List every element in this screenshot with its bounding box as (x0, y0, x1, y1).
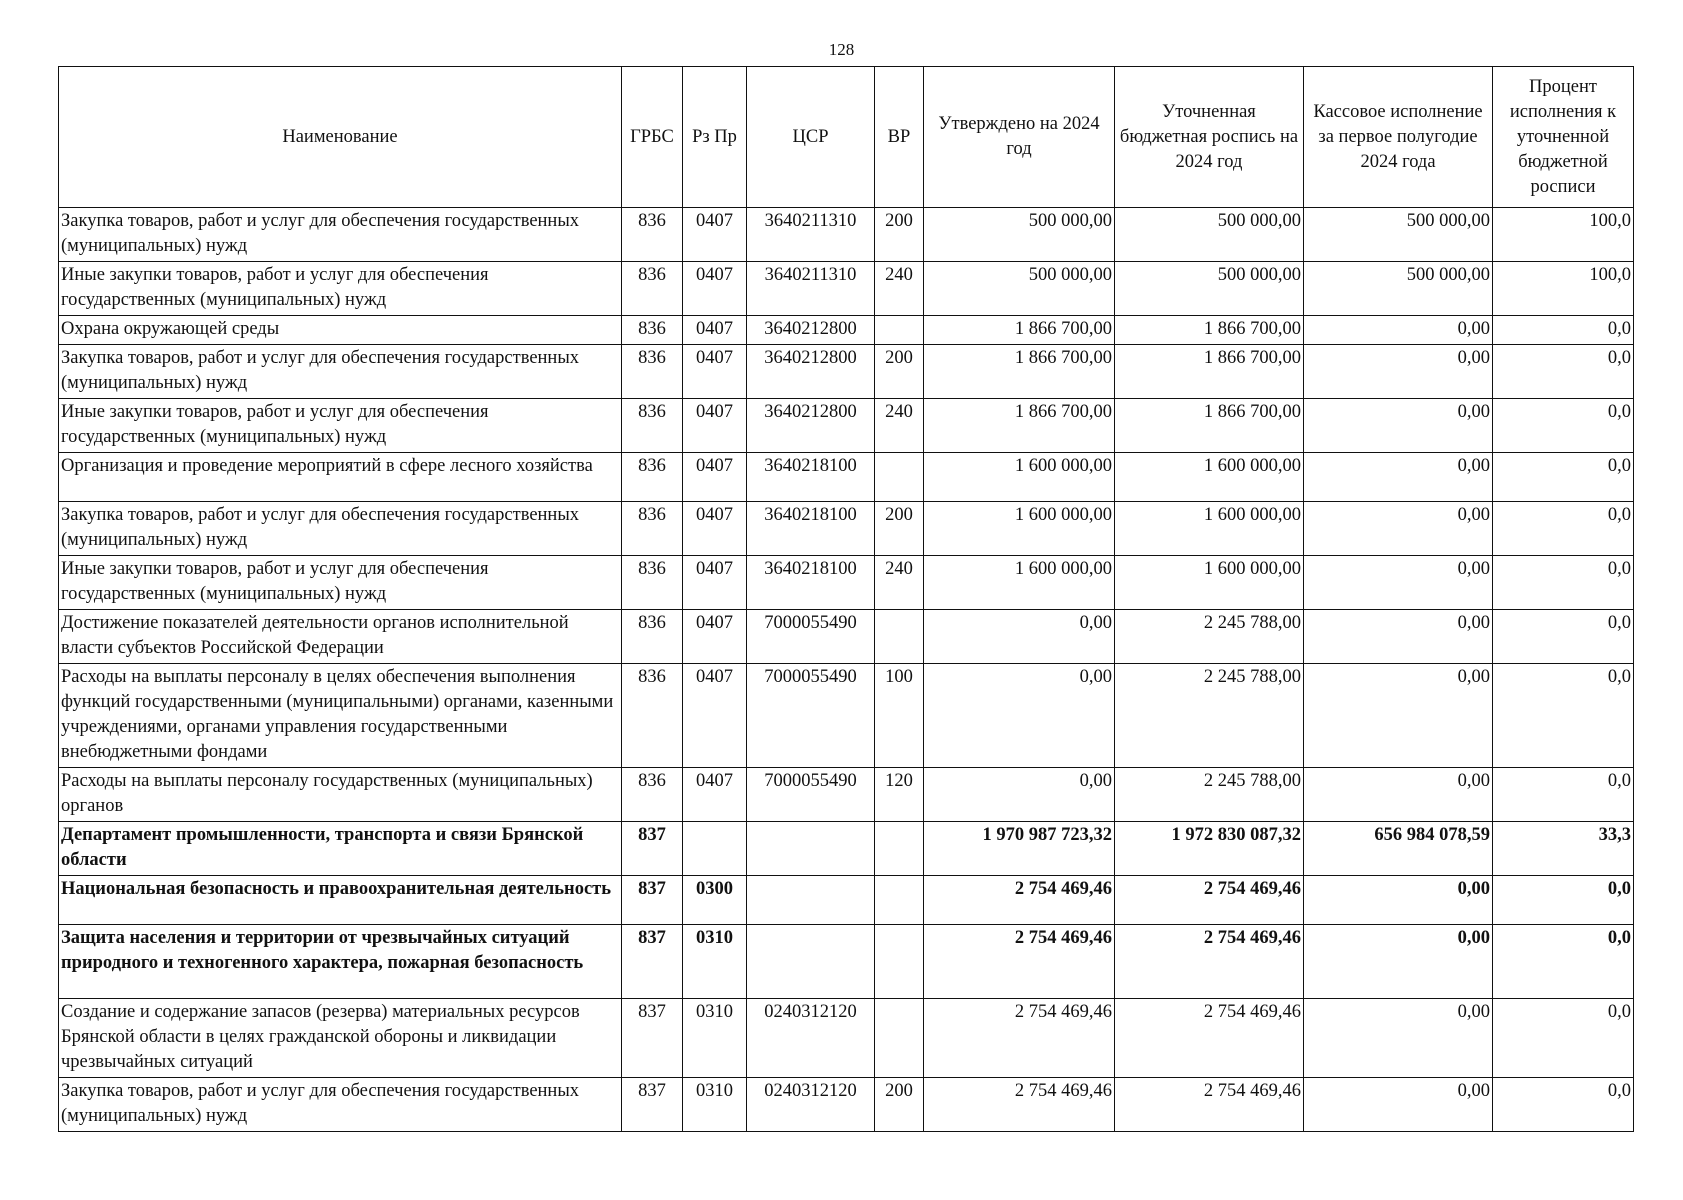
cell-csr: 3640218100 (747, 453, 875, 502)
cell-name: Создание и содержание запасов (резерва) материальных ресурсов Брянской области в целях гражданской обороны и ликвидации чрезвычайных ситуаций (59, 999, 622, 1078)
cell-grbs: 837 (622, 876, 683, 925)
table-row (59, 502, 1634, 556)
cell-csr (747, 925, 875, 999)
cell-approved: 1 600 000,00 (924, 502, 1115, 556)
cell-csr: 3640211310 (747, 208, 875, 262)
table-row (59, 610, 1634, 664)
cell-csr: 3640212800 (747, 399, 875, 453)
cell-vr: 200 (875, 502, 924, 556)
cell-percent: 100,0 (1493, 262, 1634, 316)
cell-vr (875, 999, 924, 1078)
cell-refined: 1 866 700,00 (1115, 316, 1304, 345)
cell-vr (875, 610, 924, 664)
cell-approved: 2 754 469,46 (924, 1078, 1115, 1132)
table-row (59, 453, 1634, 502)
cell-grbs: 836 (622, 768, 683, 822)
cell-approved: 1 866 700,00 (924, 399, 1115, 453)
cell-rzpr: 0407 (683, 345, 747, 399)
cell-vr: 240 (875, 262, 924, 316)
cell-name: Защита населения и территории от чрезвычайных ситуаций природного и техногенного характера, пожарная безопасность (59, 925, 622, 999)
cell-percent: 0,0 (1493, 556, 1634, 610)
cell-cash: 0,00 (1304, 316, 1493, 345)
cell-grbs: 836 (622, 453, 683, 502)
cell-approved: 2 754 469,46 (924, 876, 1115, 925)
cell-refined: 1 600 000,00 (1115, 453, 1304, 502)
budget-table (58, 66, 1634, 1132)
cell-refined: 2 754 469,46 (1115, 1078, 1304, 1132)
cell-vr (875, 925, 924, 999)
cell-name: Иные закупки товаров, работ и услуг для обеспечения государственных (муниципальных) нужд (59, 399, 622, 453)
cell-vr (875, 453, 924, 502)
cell-approved: 1 866 700,00 (924, 316, 1115, 345)
cell-cash: 0,00 (1304, 399, 1493, 453)
cell-grbs: 836 (622, 664, 683, 768)
header-refined: Уточненная бюджетная роспись на 2024 год (1115, 67, 1304, 208)
cell-percent: 0,0 (1493, 664, 1634, 768)
cell-cash: 0,00 (1304, 664, 1493, 768)
cell-rzpr: 0407 (683, 453, 747, 502)
cell-refined: 2 754 469,46 (1115, 999, 1304, 1078)
cell-percent: 0,0 (1493, 453, 1634, 502)
header-cash: Кассовое исполнение за первое полугодие 2024 года (1304, 67, 1493, 208)
cell-rzpr: 0407 (683, 399, 747, 453)
cell-name: Закупка товаров, работ и услуг для обеспечения государственных (муниципальных) нужд (59, 208, 622, 262)
cell-cash: 500 000,00 (1304, 208, 1493, 262)
cell-rzpr: 0310 (683, 1078, 747, 1132)
page-number: 128 (828, 40, 855, 59)
cell-rzpr: 0310 (683, 999, 747, 1078)
cell-csr: 0240312120 (747, 1078, 875, 1132)
header-rzpr: Рз Пр (683, 67, 747, 208)
cell-cash: 500 000,00 (1304, 262, 1493, 316)
cell-percent: 0,0 (1493, 925, 1634, 999)
cell-percent: 0,0 (1493, 502, 1634, 556)
cell-percent: 0,0 (1493, 345, 1634, 399)
cell-vr (875, 876, 924, 925)
table-row (59, 262, 1634, 316)
cell-grbs: 836 (622, 316, 683, 345)
table-row (59, 399, 1634, 453)
cell-name: Департамент промышленности, транспорта и связи Брянской области (59, 822, 622, 876)
cell-name: Закупка товаров, работ и услуг для обеспечения государственных (муниципальных) нужд (59, 345, 622, 399)
cell-rzpr (683, 822, 747, 876)
cell-refined: 1 600 000,00 (1115, 556, 1304, 610)
cell-name: Организация и проведение мероприятий в сфере лесного хозяйства (59, 453, 622, 502)
cell-approved: 1 600 000,00 (924, 556, 1115, 610)
cell-grbs: 837 (622, 999, 683, 1078)
cell-refined: 1 866 700,00 (1115, 345, 1304, 399)
cell-csr (747, 822, 875, 876)
cell-name: Иные закупки товаров, работ и услуг для обеспечения государственных (муниципальных) нужд (59, 262, 622, 316)
cell-csr: 3640218100 (747, 502, 875, 556)
cell-grbs: 836 (622, 556, 683, 610)
cell-name: Национальная безопасность и правоохранительная деятельность (59, 876, 622, 925)
header-approved: Утверждено на 2024 год (924, 67, 1115, 208)
cell-grbs: 837 (622, 822, 683, 876)
cell-rzpr: 0300 (683, 876, 747, 925)
cell-refined: 1 866 700,00 (1115, 399, 1304, 453)
cell-cash: 0,00 (1304, 876, 1493, 925)
cell-grbs: 836 (622, 502, 683, 556)
cell-rzpr: 0407 (683, 316, 747, 345)
cell-vr: 120 (875, 768, 924, 822)
cell-csr: 7000055490 (747, 610, 875, 664)
table-row (59, 768, 1634, 822)
cell-rzpr: 0407 (683, 768, 747, 822)
cell-percent: 100,0 (1493, 208, 1634, 262)
cell-cash: 0,00 (1304, 1078, 1493, 1132)
cell-csr: 7000055490 (747, 768, 875, 822)
cell-cash: 0,00 (1304, 768, 1493, 822)
cell-refined: 2 754 469,46 (1115, 876, 1304, 925)
cell-refined: 500 000,00 (1115, 208, 1304, 262)
cell-grbs: 837 (622, 925, 683, 999)
cell-approved: 0,00 (924, 768, 1115, 822)
table-row (59, 556, 1634, 610)
header-name: Наименование (59, 67, 622, 208)
header-grbs: ГРБС (622, 67, 683, 208)
cell-cash: 0,00 (1304, 610, 1493, 664)
cell-refined: 500 000,00 (1115, 262, 1304, 316)
cell-vr: 200 (875, 345, 924, 399)
cell-approved: 2 754 469,46 (924, 999, 1115, 1078)
table-row (59, 925, 1634, 999)
cell-cash: 656 984 078,59 (1304, 822, 1493, 876)
cell-rzpr: 0310 (683, 925, 747, 999)
cell-grbs: 837 (622, 1078, 683, 1132)
cell-refined: 1 600 000,00 (1115, 502, 1304, 556)
cell-approved: 0,00 (924, 610, 1115, 664)
table-row (59, 1078, 1634, 1132)
cell-cash: 0,00 (1304, 556, 1493, 610)
cell-approved: 1 600 000,00 (924, 453, 1115, 502)
cell-percent: 0,0 (1493, 768, 1634, 822)
cell-vr: 200 (875, 208, 924, 262)
cell-vr: 240 (875, 399, 924, 453)
cell-refined: 2 245 788,00 (1115, 664, 1304, 768)
cell-percent: 0,0 (1493, 399, 1634, 453)
cell-csr: 0240312120 (747, 999, 875, 1078)
cell-approved: 500 000,00 (924, 262, 1115, 316)
table-row (59, 822, 1634, 876)
cell-approved: 1 970 987 723,32 (924, 822, 1115, 876)
cell-grbs: 836 (622, 610, 683, 664)
cell-rzpr: 0407 (683, 208, 747, 262)
cell-percent: 0,0 (1493, 999, 1634, 1078)
cell-csr: 3640212800 (747, 316, 875, 345)
cell-name: Расходы на выплаты персоналу в целях обеспечения выполнения функций государственными (муниципальными) органами, казенными учреждениями, органами управления государственными внебюджетными фондами (59, 664, 622, 768)
cell-vr: 240 (875, 556, 924, 610)
cell-grbs: 836 (622, 262, 683, 316)
cell-percent: 33,3 (1493, 822, 1634, 876)
cell-name: Достижение показателей деятельности органов исполнительной власти субъектов Российской Федерации (59, 610, 622, 664)
table-row (59, 208, 1634, 262)
cell-name: Иные закупки товаров, работ и услуг для обеспечения государственных (муниципальных) нужд (59, 556, 622, 610)
table-row (59, 999, 1634, 1078)
header-vr: ВР (875, 67, 924, 208)
cell-percent: 0,0 (1493, 876, 1634, 925)
cell-approved: 0,00 (924, 664, 1115, 768)
cell-refined: 1 972 830 087,32 (1115, 822, 1304, 876)
cell-refined: 2 754 469,46 (1115, 925, 1304, 999)
cell-rzpr: 0407 (683, 262, 747, 316)
cell-percent: 0,0 (1493, 316, 1634, 345)
cell-name: Расходы на выплаты персоналу государственных (муниципальных) органов (59, 768, 622, 822)
cell-rzpr: 0407 (683, 502, 747, 556)
cell-refined: 2 245 788,00 (1115, 768, 1304, 822)
cell-name: Охрана окружающей среды (59, 316, 622, 345)
cell-grbs: 836 (622, 399, 683, 453)
cell-cash: 0,00 (1304, 345, 1493, 399)
table-header (59, 67, 1634, 208)
cell-approved: 1 866 700,00 (924, 345, 1115, 399)
cell-rzpr: 0407 (683, 610, 747, 664)
cell-vr: 100 (875, 664, 924, 768)
cell-csr: 3640212800 (747, 345, 875, 399)
table-row (59, 316, 1634, 345)
cell-vr (875, 822, 924, 876)
cell-csr: 7000055490 (747, 664, 875, 768)
table-body (59, 208, 1634, 1132)
cell-rzpr: 0407 (683, 664, 747, 768)
cell-percent: 0,0 (1493, 610, 1634, 664)
table-row (59, 876, 1634, 925)
cell-grbs: 836 (622, 208, 683, 262)
cell-cash: 0,00 (1304, 502, 1493, 556)
cell-approved: 500 000,00 (924, 208, 1115, 262)
cell-vr: 200 (875, 1078, 924, 1132)
header-row (59, 67, 1634, 208)
cell-grbs: 836 (622, 345, 683, 399)
cell-name: Закупка товаров, работ и услуг для обеспечения государственных (муниципальных) нужд (59, 1078, 622, 1132)
cell-refined: 2 245 788,00 (1115, 610, 1304, 664)
header-csr: ЦСР (747, 67, 875, 208)
cell-percent: 0,0 (1493, 1078, 1634, 1132)
table-row (59, 664, 1634, 768)
cell-name: Закупка товаров, работ и услуг для обеспечения государственных (муниципальных) нужд (59, 502, 622, 556)
header-percent: Процент исполнения к уточненной бюджетной росписи (1493, 67, 1634, 208)
cell-vr (875, 316, 924, 345)
cell-cash: 0,00 (1304, 999, 1493, 1078)
cell-cash: 0,00 (1304, 453, 1493, 502)
cell-approved: 2 754 469,46 (924, 925, 1115, 999)
table-row (59, 345, 1634, 399)
cell-rzpr: 0407 (683, 556, 747, 610)
cell-csr: 3640218100 (747, 556, 875, 610)
cell-cash: 0,00 (1304, 925, 1493, 999)
cell-csr (747, 876, 875, 925)
cell-csr: 3640211310 (747, 262, 875, 316)
